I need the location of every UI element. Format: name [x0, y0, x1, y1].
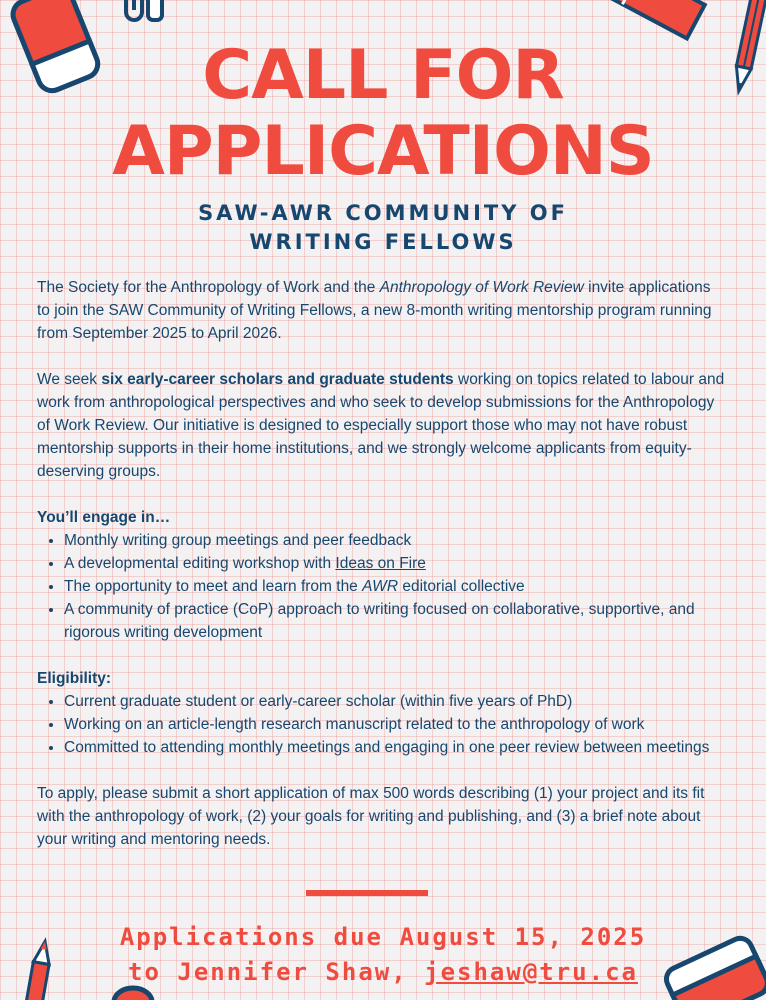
- seek-paragraph: [37, 368, 727, 483]
- subtitle-line1: SAW-AWR COMMUNITY OF: [198, 201, 568, 225]
- list-item: • A community of practice (CoP) approach to writing focused on collaborative, supportive, and rigorous writing development: [64, 598, 727, 644]
- intro-text: The Society for the Anthropology of Work and the: [37, 279, 380, 296]
- list-item: • Working on an article-length research manuscript related to the anthropology of work: [64, 713, 727, 736]
- deadline-line: Applications due August 15, 2025: [119, 923, 647, 951]
- seek-highlight: six early-career scholars and graduate students: [101, 371, 454, 388]
- divider: [306, 890, 428, 896]
- page-title-line2: APPLICATIONS: [112, 112, 654, 191]
- list-item-text: The opportunity to meet and learn from the: [64, 578, 363, 595]
- subtitle-line2: WRITING FELLOWS: [249, 230, 517, 254]
- list-item: [64, 575, 727, 598]
- awr-abbrev: AWR: [362, 578, 399, 595]
- list-item: • Current graduate student or early-career scholar (within five years of PhD): [64, 690, 727, 713]
- email-link[interactable]: jeshaw@tru.ca: [424, 958, 638, 986]
- contact-text: to Jennifer Shaw,: [128, 958, 425, 986]
- list-item: • Committed to attending monthly meetings and engaging in one peer review between meetings: [64, 736, 727, 759]
- paperclip-icon: [118, 0, 168, 25]
- contact-line: [0, 955, 766, 989]
- list-item: [64, 552, 727, 575]
- engage-heading: You’ll engage in…: [37, 509, 171, 526]
- intro-text-cont: invite applications to join the SAW Community of Writing Fellows, a new 8-month writing mentorship program running from September 2025 to April 2026.: [37, 279, 712, 342]
- list-item: • Monthly writing group meetings and peer feedback: [64, 529, 727, 552]
- seek-text-cont: working on topics related to labour and work from anthropological perspectives and who seek to develop submissions for the Anthropology of Work Review. Our initiative is designed to especially support those who may not have robust mentorship supports in their home institutions, and we strongly welcome applicants from equity-deserving groups.: [37, 371, 725, 480]
- eligibility-heading: Eligibility:: [37, 670, 112, 687]
- intro-paragraph: [37, 276, 727, 345]
- ideas-on-fire-link[interactable]: Ideas on Fire: [335, 555, 426, 572]
- engage-list: [37, 529, 727, 644]
- list-item-text: editorial collective: [398, 578, 525, 595]
- journal-name: Anthropology of Work Review: [379, 279, 584, 296]
- body-text: [37, 276, 727, 851]
- apply-paragraph: To apply, please submit a short application of max 500 words describing (1) your project and its fit with the anthropology of work, (2) your goals for writing and publishing, and (3) a brief note about your writing and mentoring needs.: [37, 785, 705, 848]
- seek-text: We seek: [37, 371, 102, 388]
- page-title-line1: CALL FOR: [202, 36, 564, 115]
- list-item-text: A developmental editing workshop with: [64, 555, 336, 572]
- eligibility-list: [37, 690, 727, 759]
